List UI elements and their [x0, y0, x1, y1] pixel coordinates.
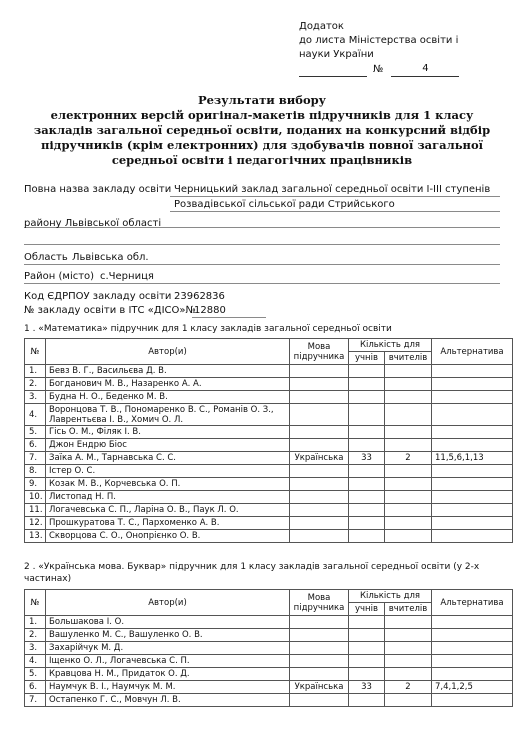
row-teachers	[385, 642, 432, 655]
row-teachers	[385, 391, 432, 404]
row-author: Наумчук В. І., Наумчук М. М.	[46, 681, 290, 694]
row-language	[290, 378, 349, 391]
row-number: 7.	[25, 452, 46, 465]
row-alternative	[432, 504, 513, 517]
row-author: Гісь О. М., Філяк І. В.	[46, 426, 290, 439]
row-alternative	[432, 439, 513, 452]
table-row	[25, 391, 513, 404]
row-students: 33	[349, 452, 385, 465]
addendum-block	[299, 20, 459, 77]
edrpou-value: 23962836	[174, 291, 225, 302]
addendum-number-line	[299, 62, 459, 77]
row-alternative	[432, 391, 513, 404]
row-students	[349, 426, 385, 439]
school-name-underline-1	[170, 196, 500, 197]
header-teachers: вчителів	[385, 352, 432, 365]
row-alternative: 11,5,6,1,13	[432, 452, 513, 465]
row-language	[290, 629, 349, 642]
its-underline	[192, 317, 266, 318]
its-value: 12880	[194, 305, 226, 316]
row-students	[349, 668, 385, 681]
oblast-value: Львівська обл.	[72, 252, 149, 263]
row-alternative	[432, 365, 513, 378]
row-teachers	[385, 616, 432, 629]
header-alternative: Альтернатива	[432, 590, 513, 616]
row-alternative	[432, 530, 513, 543]
row-language	[290, 655, 349, 668]
table-row	[25, 694, 513, 707]
row-students	[349, 694, 385, 707]
oblast-label: Область	[24, 252, 68, 263]
row-language	[290, 530, 349, 543]
row-language	[290, 616, 349, 629]
row-alternative: 7,4,1,2,5	[432, 681, 513, 694]
row-language	[290, 642, 349, 655]
row-language: Українська	[290, 452, 349, 465]
row-teachers: 2	[385, 452, 432, 465]
table-row	[25, 616, 513, 629]
row-students	[349, 530, 385, 543]
table-row	[25, 530, 513, 543]
table-row	[25, 365, 513, 378]
row-alternative	[432, 616, 513, 629]
row-alternative	[432, 404, 513, 426]
row-teachers	[385, 478, 432, 491]
section-2-caption-line-1: 2 . «Українська мова. Буквар» підручник для 1 класу закладів загальної середньої освіти (у 2-х	[24, 562, 480, 572]
row-language	[290, 478, 349, 491]
row-students	[349, 629, 385, 642]
row-students	[349, 616, 385, 629]
row-teachers: 2	[385, 681, 432, 694]
row-number: 6.	[25, 439, 46, 452]
row-author: Істер О. С.	[46, 465, 290, 478]
header-author: Автор(и)	[46, 339, 290, 365]
title-line-1: Результати вибору	[197, 93, 327, 107]
row-students	[349, 655, 385, 668]
row-alternative	[432, 694, 513, 707]
row-language	[290, 426, 349, 439]
row-number: 3.	[25, 642, 46, 655]
row-number: 13.	[25, 530, 46, 543]
row-alternative	[432, 655, 513, 668]
row-teachers	[385, 504, 432, 517]
row-author: Вашуленко М. С., Вашуленко О. В.	[46, 629, 290, 642]
row-number: 4.	[25, 404, 46, 426]
row-author: Скворцова С. О., Онопрієнко О. В.	[46, 530, 290, 543]
addendum-number: 4	[391, 62, 459, 77]
header-language: Мова підручника	[290, 339, 349, 365]
row-number: 2.	[25, 629, 46, 642]
table-row	[25, 404, 513, 426]
row-teachers	[385, 378, 432, 391]
header-num: №	[25, 590, 46, 616]
row-author: Листопад Н. П.	[46, 491, 290, 504]
row-author: Кравцова Н. М., Придаток О. Д.	[46, 668, 290, 681]
its-label: № закладу освіти в ІТС «ДІСО»№	[24, 305, 196, 316]
row-teachers	[385, 404, 432, 426]
row-language	[290, 504, 349, 517]
school-name-underline-2	[170, 211, 500, 212]
header-teachers: вчителів	[385, 603, 432, 616]
header-author: Автор(и)	[46, 590, 290, 616]
row-students	[349, 642, 385, 655]
table-row	[25, 642, 513, 655]
row-teachers	[385, 491, 432, 504]
row-students	[349, 391, 385, 404]
edrpou-label: Код ЄДРПОУ закладу освіти	[24, 291, 172, 302]
section-1-table	[24, 338, 513, 543]
row-language	[290, 491, 349, 504]
header-num: №	[25, 339, 46, 365]
table-row	[25, 378, 513, 391]
table-row	[25, 668, 513, 681]
row-number: 3.	[25, 391, 46, 404]
row-language	[290, 439, 349, 452]
title-line-3: закладів загальної середньої освіти, поданих на конкурсний відбір	[33, 123, 491, 137]
row-students	[349, 465, 385, 478]
row-number: 5.	[25, 668, 46, 681]
row-language	[290, 404, 349, 426]
row-teachers	[385, 655, 432, 668]
row-alternative	[432, 478, 513, 491]
table-row	[25, 465, 513, 478]
header-students: учнів	[349, 352, 385, 365]
row-teachers	[385, 694, 432, 707]
row-author: Будна Н. О., Беденко М. В.	[46, 391, 290, 404]
row-language	[290, 365, 349, 378]
row-number: 11.	[25, 504, 46, 517]
row-teachers	[385, 517, 432, 530]
row-author: Козак М. В., Корчевська О. П.	[46, 478, 290, 491]
row-students	[349, 491, 385, 504]
row-students	[349, 365, 385, 378]
row-author: Захарійчук М. Д.	[46, 642, 290, 655]
row-number: 4.	[25, 655, 46, 668]
row-alternative	[432, 491, 513, 504]
addendum-date-blank	[299, 65, 367, 77]
row-author: Воронцова Т. В., Пономаренко В. С., Романів О. З., Лаврентьєва І. В., Хомич О. Л.	[46, 404, 290, 426]
title-line-5: середньої освіти і педагогічних працівників	[111, 153, 413, 167]
header-language: Мова підручника	[290, 590, 349, 616]
row-teachers	[385, 439, 432, 452]
row-number: 7.	[25, 694, 46, 707]
district-underline	[24, 283, 500, 284]
row-teachers	[385, 465, 432, 478]
row-language	[290, 465, 349, 478]
row-number: 2.	[25, 378, 46, 391]
title-line-4: підручників (крім електронних) для здобувачів повної загальної	[41, 138, 483, 152]
row-language	[290, 668, 349, 681]
title-line-2: електронних версій оригінал-макетів підручників для 1 класу	[50, 108, 474, 122]
row-students	[349, 439, 385, 452]
oblast-underline	[24, 264, 500, 265]
table-row	[25, 681, 513, 694]
row-language: Українська	[290, 681, 349, 694]
table-row	[25, 655, 513, 668]
row-students	[349, 504, 385, 517]
header-alternative: Альтернатива	[432, 339, 513, 365]
row-alternative	[432, 642, 513, 655]
row-teachers	[385, 629, 432, 642]
row-students	[349, 404, 385, 426]
table-row	[25, 426, 513, 439]
school-name-underline-4	[24, 244, 500, 245]
row-number: 8.	[25, 465, 46, 478]
row-students	[349, 378, 385, 391]
row-alternative	[432, 378, 513, 391]
addendum-number-sign: №	[373, 64, 384, 75]
row-teachers	[385, 530, 432, 543]
row-language	[290, 517, 349, 530]
school-name-label: Повна назва закладу освіти	[24, 184, 172, 195]
row-alternative	[432, 426, 513, 439]
row-author: Прошкуратова Т. С., Пархоменко А. В.	[46, 517, 290, 530]
table-row	[25, 439, 513, 452]
header-quantity: Кількість для	[349, 590, 432, 603]
table-row	[25, 517, 513, 530]
header-quantity: Кількість для	[349, 339, 432, 352]
row-teachers	[385, 365, 432, 378]
section-2-caption	[24, 561, 479, 585]
school-name-line-1: Черницький заклад загальної середньої освіти І-ІІІ ступенів	[174, 184, 491, 195]
row-alternative	[432, 629, 513, 642]
row-alternative	[432, 517, 513, 530]
row-teachers	[385, 668, 432, 681]
school-name-line-3: району Львівської області	[24, 218, 162, 229]
row-students: 33	[349, 681, 385, 694]
addendum-line-3: науки України	[299, 49, 374, 60]
row-number: 1.	[25, 616, 46, 629]
row-author: Богданович М. В., Назаренко А. А.	[46, 378, 290, 391]
row-author: Большакова І. О.	[46, 616, 290, 629]
row-author: Логачевська С. П., Ларіна О. В., Паук Л. О.	[46, 504, 290, 517]
row-number: 9.	[25, 478, 46, 491]
school-name-line-2: Розвадівської сільської ради Стрийського	[174, 199, 395, 210]
row-author: Іщенко О. Л., Логачевська С. П.	[46, 655, 290, 668]
row-alternative	[432, 465, 513, 478]
row-author: Бевз В. Г., Васильєва Д. В.	[46, 365, 290, 378]
table-row	[25, 491, 513, 504]
row-teachers	[385, 426, 432, 439]
row-language	[290, 391, 349, 404]
table-row	[25, 478, 513, 491]
addendum-line-2: до листа Міністерства освіти і	[299, 35, 459, 46]
row-language	[290, 694, 349, 707]
section-2-caption-line-2: частинах)	[24, 574, 72, 584]
section-1-caption: 1 . «Математика» підручник для 1 класу закладів загальної середньої освіти	[24, 324, 392, 334]
row-number: 1.	[25, 365, 46, 378]
row-author: Остапенко Г. С., Мовчун Л. В.	[46, 694, 290, 707]
addendum-line-1: Додаток	[299, 21, 344, 32]
header-students: учнів	[349, 603, 385, 616]
district-label: Район (місто)	[24, 271, 95, 282]
row-number: 6.	[25, 681, 46, 694]
row-alternative	[432, 668, 513, 681]
row-number: 12.	[25, 517, 46, 530]
document-title	[20, 93, 504, 168]
table-row	[25, 504, 513, 517]
row-author: Заїка А. М., Тарнавська С. С.	[46, 452, 290, 465]
row-author: Джон Ендрю Біос	[46, 439, 290, 452]
table-row	[25, 452, 513, 465]
row-number: 5.	[25, 426, 46, 439]
row-students	[349, 478, 385, 491]
table-row	[25, 629, 513, 642]
row-students	[349, 517, 385, 530]
row-number: 10.	[25, 491, 46, 504]
district-value: с.Черниця	[100, 271, 154, 282]
section-2-table	[24, 589, 513, 707]
